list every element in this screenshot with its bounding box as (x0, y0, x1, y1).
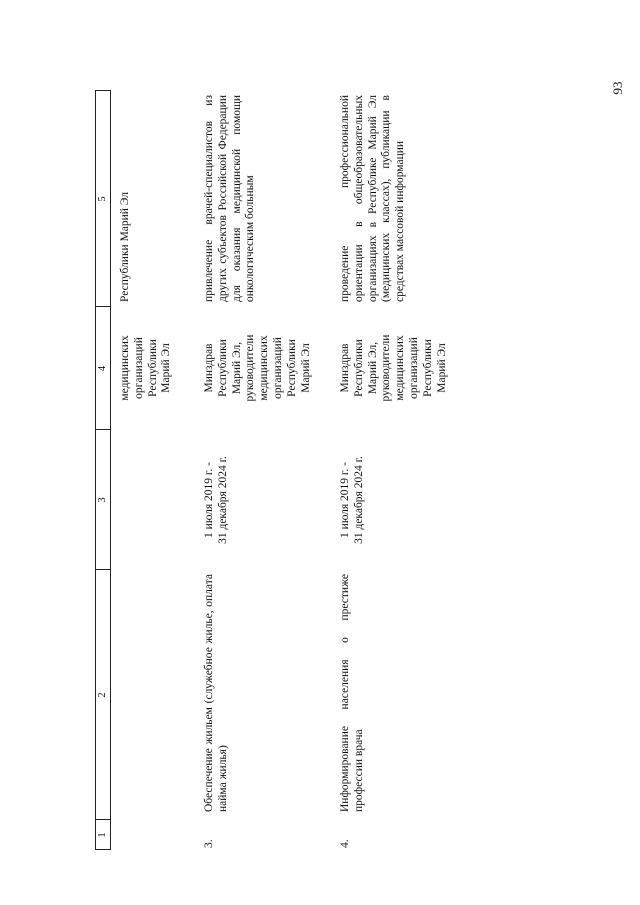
row-period: 1 июля 2019 г. - 31 декабря 2024 г. (203, 456, 229, 544)
data-table (95, 90, 575, 850)
column-header-3: 3 (97, 497, 108, 503)
header-bottom-rule (110, 90, 111, 850)
row-executor: Минздрав Республики Марий Эл, руководители медицинских организаций Республики Марий Эл (339, 334, 448, 402)
row-executor: Минздрав Республики Марий Эл, руководители медицинских организаций Республики Марий Эл (203, 334, 312, 402)
column-header-2: 2 (97, 692, 108, 698)
table-header-row (95, 90, 110, 850)
row-number: 3. (203, 839, 215, 848)
row-result: проведение профессиональной ориентации в общеобразовательных организациях в Республике Марий Эл (медицинских классах), публикации в средствах массовой информации (339, 95, 407, 302)
row-measure: Обеспечение жильем (служебное жилье, оплата найма жилья) (203, 574, 229, 812)
row-measure: Информирование населения о престиже профессии врача (339, 574, 365, 812)
column-header-1: 1 (97, 832, 108, 838)
row-result: привлечение врачей-специалистов из других субъектов Российской Федерации для оказания медицинской помощи онкологическим больным (203, 95, 257, 302)
column-header-4: 4 (97, 365, 108, 372)
continuation-executor: медицинских организаций Республики Марий Эл (119, 335, 173, 401)
continuation-result: Республики Марий Эл (119, 191, 131, 302)
column-header-5: 5 (97, 196, 108, 202)
row-period: 1 июля 2019 г. - 31 декабря 2024 г. (339, 456, 365, 544)
row-number: 4. (339, 839, 351, 848)
